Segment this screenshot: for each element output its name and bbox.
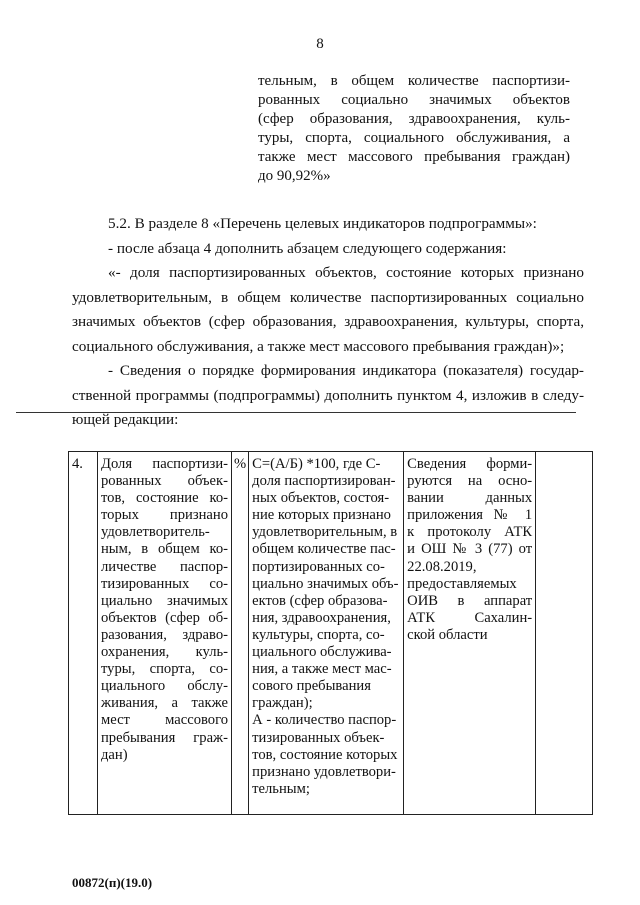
cell-line: циально значимых (101, 592, 228, 609)
paragraph-quote-line: значимых объектов (сфер образования, здравоохранения, культуры, спорта, (72, 313, 584, 330)
cell-line: тов, состояние ко- (101, 490, 228, 507)
cell-line: доля паспортизирован- (252, 473, 396, 490)
cell-line: мест массового (101, 712, 228, 729)
strikethrough-line (16, 412, 576, 413)
cell-line: приложения № 1 (407, 507, 533, 524)
cell-unit: % (232, 452, 249, 815)
cell-line: вании данных (407, 490, 533, 507)
cell-number: 4. (69, 452, 98, 815)
cell-line: туры, спорта, со- (101, 661, 228, 678)
cell-line: А - количество паспор- (252, 712, 397, 729)
cell-line: 22.08.2019, (407, 558, 477, 575)
cell-line: ние которых признано (252, 507, 391, 524)
paragraph-instruction: - после абзаца 4 дополнить абзацем следующего содержания: (108, 239, 507, 257)
cell-line: циального обслу- (101, 678, 228, 695)
cell-formula (249, 452, 404, 815)
continued-line: тельным, в общем количестве паспортизи- (258, 73, 570, 89)
document-code: 00872(п)(19.0) (72, 875, 153, 890)
cell-line: охранения, куль- (101, 644, 228, 661)
cell-line: ектов (сфер образова- (252, 592, 388, 609)
continued-line: также мест массового пребывания граждан) (258, 149, 570, 165)
cell-line: культуры, спорта, со- (252, 626, 385, 643)
paragraph-info-line: ющей редакции: (72, 411, 179, 428)
cell-line: удовлетворитель- (101, 524, 210, 541)
paragraph-quote-line: социального обслуживания, а также мест массового пребывания граждан)»; (72, 337, 565, 355)
cell-line: разования, здраво- (101, 626, 228, 643)
cell-line: ных объектов, состоя- (252, 490, 390, 507)
continued-line: до 90,92%» (258, 168, 331, 184)
cell-line: пребывания граж- (101, 729, 228, 746)
cell-line: ным, в общем ко- (101, 541, 228, 558)
cell-line: портизированных со- (252, 558, 385, 575)
cell-line: к протоколу АТК (407, 524, 533, 541)
section-text (72, 212, 584, 433)
cell-line: тов, состояние которых (252, 746, 398, 763)
cell-line: ния, здравоохранения, (252, 609, 391, 626)
cell-line: руются на осно- (407, 473, 533, 490)
continued-text-block (258, 72, 570, 186)
cell-line: Сведения форми- (407, 456, 533, 472)
cell-line: ской области (407, 626, 488, 643)
indicator-table (68, 451, 593, 815)
paragraph-quote-line: «- доля паспортизированных объектов, состояние которых признано (108, 264, 584, 281)
continued-line: (сфер образования, здравоохранения, куль- (258, 111, 570, 127)
cell-line: живания, а также (101, 695, 228, 712)
cell-line: рованных объек- (101, 473, 228, 490)
cell-line: общем количестве пас- (252, 541, 396, 558)
cell-line: ния, а также мест мас- (252, 661, 392, 678)
paragraph-section-heading: 5.2. В разделе 8 «Перечень целевых индикаторов подпрограммы»: (108, 215, 537, 232)
page-number: 8 (316, 36, 324, 52)
cell-line: признано удовлетвори- (252, 763, 396, 780)
table-row (69, 452, 593, 815)
cell-line: сового пребывания (252, 678, 371, 695)
cell-line: граждан); (252, 695, 313, 712)
paragraph-quote-line: удовлетворительным, в общем количестве паспортизированных социально (72, 288, 584, 306)
cell-line: личестве паспор- (101, 558, 228, 575)
cell-line: объектов (сфер об- (101, 609, 228, 626)
cell-line: циального обслужива- (252, 644, 392, 661)
continued-line: туры, спорта, социального обслуживания, а (258, 130, 570, 146)
cell-empty (536, 452, 593, 815)
cell-line: С=(А/Б) *100, где С- (252, 456, 381, 472)
paragraph-info-line: ственной программы (подпрограммы) дополнить пунктом 4, изложив в следу- (72, 386, 584, 404)
cell-line: торых признано (101, 507, 228, 524)
cell-source (404, 452, 536, 815)
cell-line: Доля паспортизи- (101, 456, 228, 472)
paragraph-info-line: - Сведения о порядке формирования индикатора (показателя) государ- (108, 362, 584, 379)
cell-line: циально значимых объ- (252, 575, 399, 592)
cell-line: тельным; (252, 780, 310, 797)
cell-line: ОИВ в аппарат (407, 592, 533, 609)
cell-line: и ОШ № 3 (77) от (407, 541, 533, 558)
cell-line: тизированных объек- (252, 729, 385, 746)
cell-line: предоставляемых (407, 575, 517, 592)
cell-line: тизированных со- (101, 575, 228, 592)
cell-line: дан) (101, 746, 128, 763)
cell-indicator-name (98, 452, 232, 815)
continued-line: рованных социально значимых объектов (258, 92, 570, 108)
cell-line: удовлетворительным, в (252, 524, 398, 541)
cell-line: АТК Сахалин- (407, 609, 533, 626)
